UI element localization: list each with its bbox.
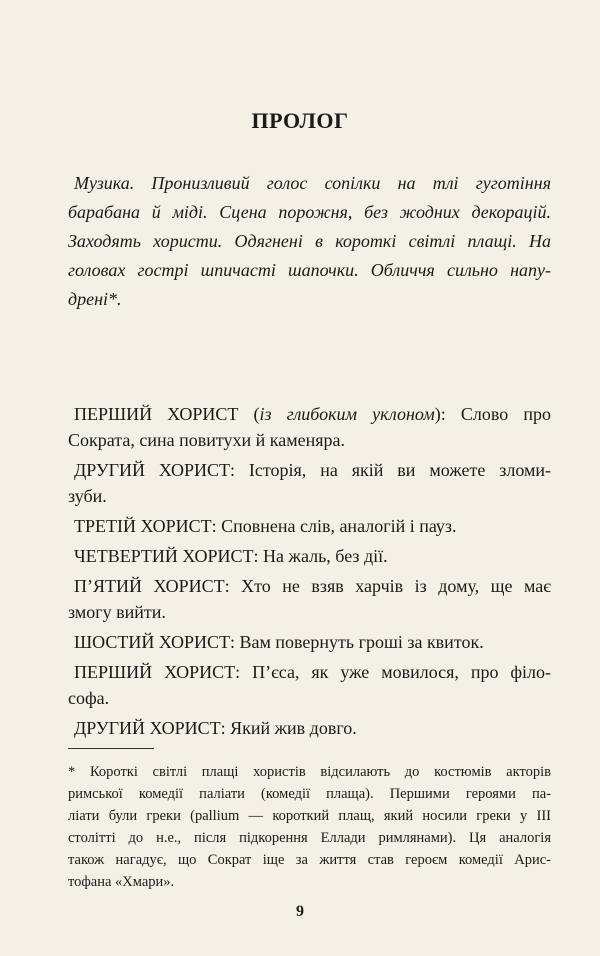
text-line: Музика. Пронизливий голос сопілки на тлі гуготіння (74, 173, 551, 193)
line-text: На жаль, без дії. (263, 546, 388, 566)
footnote-divider (68, 748, 154, 749)
footnote-line: ліати були греки (pallium — короткий плащ, який носили греки у III (68, 808, 551, 824)
dialogue-line: Сократа, сина повитухи й каменяра. (68, 430, 345, 450)
footnote-line: столітті до н.е., після підкорення Еллади римлянами). Ця аналогія (68, 830, 551, 846)
dialogue-line (74, 544, 551, 568)
dialogue-line (74, 630, 551, 654)
dialogue-line: софа. (68, 688, 110, 708)
dialogue-line (74, 574, 551, 598)
speaker: ДРУГИЙ ХОРИСТ: (74, 460, 235, 480)
text-line: дрені*. (68, 289, 122, 309)
line-text: Хто не взяв харчів із дому, ще має (241, 576, 552, 596)
speaker: П’ЯТИЙ ХОРИСТ: (74, 576, 230, 596)
speaker: ШОСТИЙ ХОРИСТ: (74, 632, 235, 652)
page-title: ПРОЛОГ (251, 108, 349, 133)
line-text: П’єса, як уже мовилося, про філо- (252, 662, 551, 682)
dialogue-line: ПЕРШИЙ ХОРИСТ (із глибоким уклоном): Слово про (74, 404, 552, 424)
footnote-line: також нагадує, що Сократ іще за життя став героєм комедії Арис- (68, 852, 551, 868)
dialogue-line: зуби. (68, 486, 107, 506)
dialogue-line: змогу вийти. (68, 602, 166, 622)
footnote-line: тофана «Хмари». (68, 874, 175, 890)
dialogue-line (74, 458, 551, 482)
line-text: Історія, на якій ви можете зломи- (248, 460, 551, 480)
text-line: Заходять хористи. Одягнені в короткі світлі плащі. На (68, 231, 551, 251)
dialogue-line (74, 660, 551, 684)
line-text: Вам повернуть гроші за квиток. (239, 632, 484, 652)
text-line: барабана й міді. Сцена порожня, без жодних декорацій. (68, 202, 551, 222)
dialogue-line (74, 716, 551, 740)
speaker: ПЕРШИЙ ХОРИСТ (74, 404, 239, 424)
speaker: ТРЕТІЙ ХОРИСТ: (74, 516, 217, 536)
page-number: 9 (296, 903, 304, 920)
speaker: ДРУГИЙ ХОРИСТ: (74, 718, 226, 738)
stage-note: із глибоким уклоном (259, 404, 435, 424)
speaker: ЧЕТВЕРТИЙ ХОРИСТ: (74, 546, 259, 566)
footnote-line: * Короткі світлі плащі хористів відсилають до костюмів акторів (68, 764, 551, 780)
text-line: головах гострі шпичасті шапочки. Обличчя сильно напу- (68, 260, 551, 280)
line-text: Який жив довго. (230, 718, 357, 738)
line-text: Слово про (460, 404, 552, 424)
speaker: ПЕРШИЙ ХОРИСТ: (74, 662, 241, 682)
dialogue-line (74, 514, 551, 538)
footnote-line: римської комедії паліати (комедії плаща). Першими героями па- (68, 786, 551, 802)
line-text: Сповнена слів, аналогій і пауз. (221, 516, 457, 536)
